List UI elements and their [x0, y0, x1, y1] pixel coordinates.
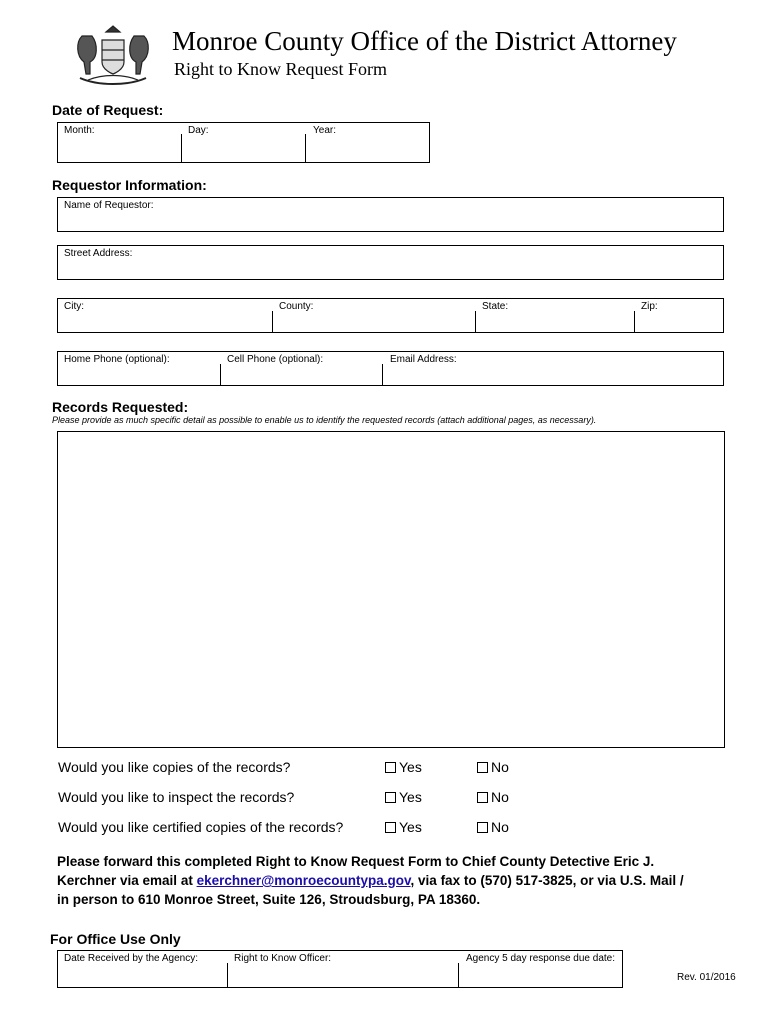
county-label: County: [279, 301, 314, 312]
date-of-request-heading: Date of Request: [52, 102, 164, 118]
requestor-name-field[interactable] [57, 197, 724, 232]
inspect-no-option[interactable] [477, 789, 509, 805]
office-use-heading: For Office Use Only [50, 931, 181, 947]
email-link[interactable]: ekerchner@monroecountypa.gov [196, 873, 411, 888]
city-label: City: [64, 301, 84, 312]
divider [382, 364, 383, 386]
certified-yes-option[interactable] [385, 819, 422, 835]
rtk-officer-field[interactable] [228, 964, 456, 987]
rtk-officer-label: Right to Know Officer: [234, 953, 332, 964]
copies-yes-option[interactable] [385, 759, 422, 775]
form-subtitle: Right to Know Request Form [174, 59, 388, 79]
home-phone-field[interactable] [58, 365, 218, 385]
day-label: Day: [188, 125, 209, 136]
no-label: No [491, 759, 509, 775]
yes-label: Yes [399, 759, 422, 775]
state-label: State: [482, 301, 509, 312]
page-title: Monroe County Office of the District Attorney [172, 26, 677, 56]
cell-phone-label: Cell Phone (optional): [227, 354, 324, 365]
forward-text-after: , via fax to (570) 517-3825, or via U.S. Mail / in person to 610 Monroe Street, Suite 126, Stroudsburg, PA 18360. [57, 873, 684, 907]
yes-label: Yes [399, 819, 422, 835]
city-field[interactable] [58, 312, 270, 332]
inspect-yes-option[interactable] [385, 789, 422, 805]
response-due-date-label: Agency 5 day response due date: [466, 953, 615, 964]
yes-label: Yes [399, 789, 422, 805]
checkbox-icon[interactable] [385, 792, 396, 803]
year-label: Year: [313, 125, 336, 136]
county-field[interactable] [273, 312, 473, 332]
email-address-field[interactable] [384, 365, 723, 385]
month-label: Month: [64, 125, 95, 136]
question-copies: Would you like copies of the records? [58, 759, 291, 775]
revision-label: Rev. 01/2016 [677, 972, 736, 983]
home-phone-label: Home Phone (optional): [64, 354, 170, 365]
no-label: No [491, 819, 509, 835]
checkbox-icon[interactable] [477, 822, 488, 833]
records-instruction: Please provide as much specific detail as possible to enable us to identify the requested records (attach additional pages, as necessary). [52, 415, 597, 425]
zip-field[interactable] [635, 312, 723, 332]
date-received-field[interactable] [58, 964, 225, 987]
pennsylvania-seal-icon [68, 22, 158, 90]
forward-text-before: Please forward this completed Right to Know Request Form to Chief County Detective Eric J. Kerchner via email at [57, 854, 655, 888]
certified-no-option[interactable] [477, 819, 509, 835]
street-address-field[interactable] [57, 245, 724, 280]
day-field[interactable] [182, 138, 304, 162]
zip-label: Zip: [641, 301, 658, 312]
date-received-label: Date Received by the Agency: [64, 953, 198, 964]
records-requested-textarea[interactable] [57, 431, 725, 748]
copies-no-option[interactable] [477, 759, 509, 775]
state-field[interactable] [476, 312, 632, 332]
checkbox-icon[interactable] [477, 792, 488, 803]
street-address-label: Street Address: [64, 248, 133, 259]
requestor-information-heading: Requestor Information: [52, 177, 207, 193]
question-certified: Would you like certified copies of the records? [58, 819, 344, 835]
month-field[interactable] [58, 138, 180, 162]
year-field[interactable] [306, 138, 428, 162]
forwarding-instructions [57, 852, 697, 909]
question-inspect: Would you like to inspect the records? [58, 789, 295, 805]
response-due-date-field[interactable] [459, 964, 622, 987]
name-of-requestor-label: Name of Requestor: [64, 200, 154, 211]
email-address-label: Email Address: [390, 354, 457, 365]
cell-phone-field[interactable] [221, 365, 381, 385]
checkbox-icon[interactable] [385, 822, 396, 833]
no-label: No [491, 789, 509, 805]
checkbox-icon[interactable] [385, 762, 396, 773]
checkbox-icon[interactable] [477, 762, 488, 773]
records-requested-heading: Records Requested: [52, 399, 189, 415]
